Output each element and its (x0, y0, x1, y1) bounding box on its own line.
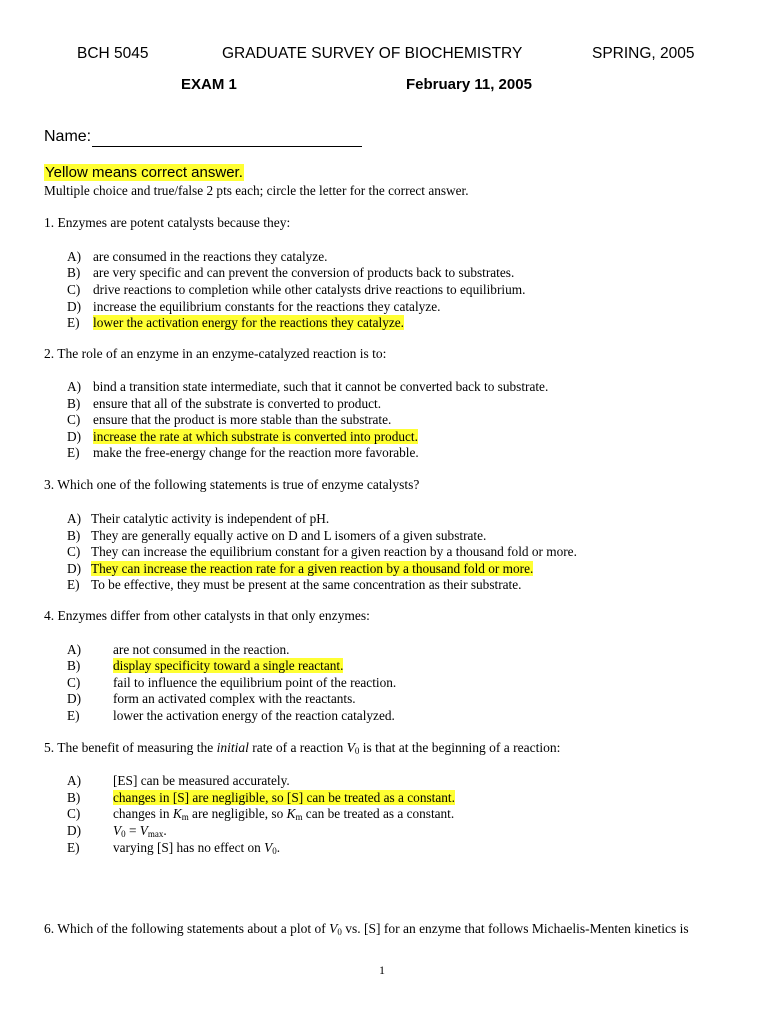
q3-option-e: E) To be effective, they must be present at the same concentration as their substrate. (67, 577, 522, 592)
instructions: Multiple choice and true/false 2 pts each; circle the letter for the correct answer. (44, 183, 469, 198)
q2-option-c: C) ensure that the product is more stable than the substrate. (67, 412, 392, 427)
q1-option-c: C) drive reactions to completion while other catalysts drive reactions to equilibrium. (67, 282, 526, 297)
question-2-stem: 2. The role of an enzyme in an enzyme-catalyzed reaction is to: (44, 346, 387, 361)
exam-title: EXAM 1 (181, 76, 237, 93)
q4-option-c: C) fail to influence the equilibrium point of the reaction. (67, 675, 397, 690)
q5-option-e: E) varying [S] has no effect on $V_0$. (67, 840, 281, 856)
q2-option-e: E) make the free-energy change for the reaction more favorable. (67, 445, 419, 460)
q5-option-d: D) $V_0 = V_{max}$. (67, 823, 167, 839)
question-3-stem: 3. Which one of the following statements is true of enzyme catalysts? (44, 477, 420, 492)
course-title: GRADUATE SURVEY OF BIOCHEMISTRY (222, 45, 523, 62)
page-number: 1 (379, 963, 385, 977)
q4-option-a: A) are not consumed in the reaction. (67, 642, 290, 657)
exam-date: February 11, 2005 (406, 76, 532, 93)
question-4-stem: 4. Enzymes differ from other catalysts in that only enzymes: (44, 608, 370, 623)
q1-option-b: B) are very specific and can prevent the conversion of products back to substrates. (67, 265, 515, 280)
question-6-stem: 6. Which of the following statements about a plot of $V_0$ vs. [S] for an enzyme that follows Michaelis-Menten kinetics is (44, 921, 689, 937)
q1-option-d: D) increase the equilibrium constants for the reactions they catalyze. (67, 299, 441, 314)
q2-option-d-correct: D) increase the rate at which substrate is converted into product. (67, 429, 418, 444)
q4-option-d: D) form an activated complex with the reactants. (67, 691, 356, 706)
course-code: BCH 5045 (77, 45, 149, 62)
answer-key-note: Yellow means correct answer. (45, 164, 243, 181)
question-5-stem: 5. The benefit of measuring the initial rate of a reaction $V_0$ is that at the beginning of a reaction: (44, 740, 561, 756)
term: SPRING, 2005 (592, 45, 695, 62)
question-1-stem: 1. Enzymes are potent catalysts because they: (44, 215, 291, 230)
q5-option-c: C) changes in $K_m$ are negligible, so $K_m$ can be treated as a constant. (67, 806, 455, 822)
q3-option-c: C) They can increase the equilibrium constant for a given reaction by a thousand fold or more. (67, 544, 577, 559)
q3-option-a: A) Their catalytic activity is independent of pH. (67, 511, 330, 526)
q1-option-a: A) are consumed in the reactions they catalyze. (67, 249, 328, 264)
q4-option-b-correct: B) display specificity toward a single reactant. (67, 658, 344, 673)
q3-option-b: B) They are generally equally active on D and L isomers of a given substrate. (67, 528, 487, 543)
q2-option-a: A) bind a transition state intermediate, such that it cannot be converted back to substrate. (67, 379, 549, 394)
q4-option-e: E) lower the activation energy of the reaction catalyzed. (67, 708, 395, 723)
q3-option-d-correct: D) They can increase the reaction rate for a given reaction by a thousand fold or more. (67, 561, 534, 576)
q5-option-a: A) [ES] can be measured accurately. (67, 773, 290, 788)
q2-option-b: B) ensure that all of the substrate is converted to product. (67, 396, 382, 411)
q5-option-b-correct: B) changes in [S] are negligible, so [S] can be treated as a constant. (67, 790, 455, 805)
q1-option-e-correct: E) lower the activation energy for the reactions they catalyze. (67, 315, 404, 330)
name-label: Name: (44, 128, 92, 145)
name-line (92, 146, 362, 147)
